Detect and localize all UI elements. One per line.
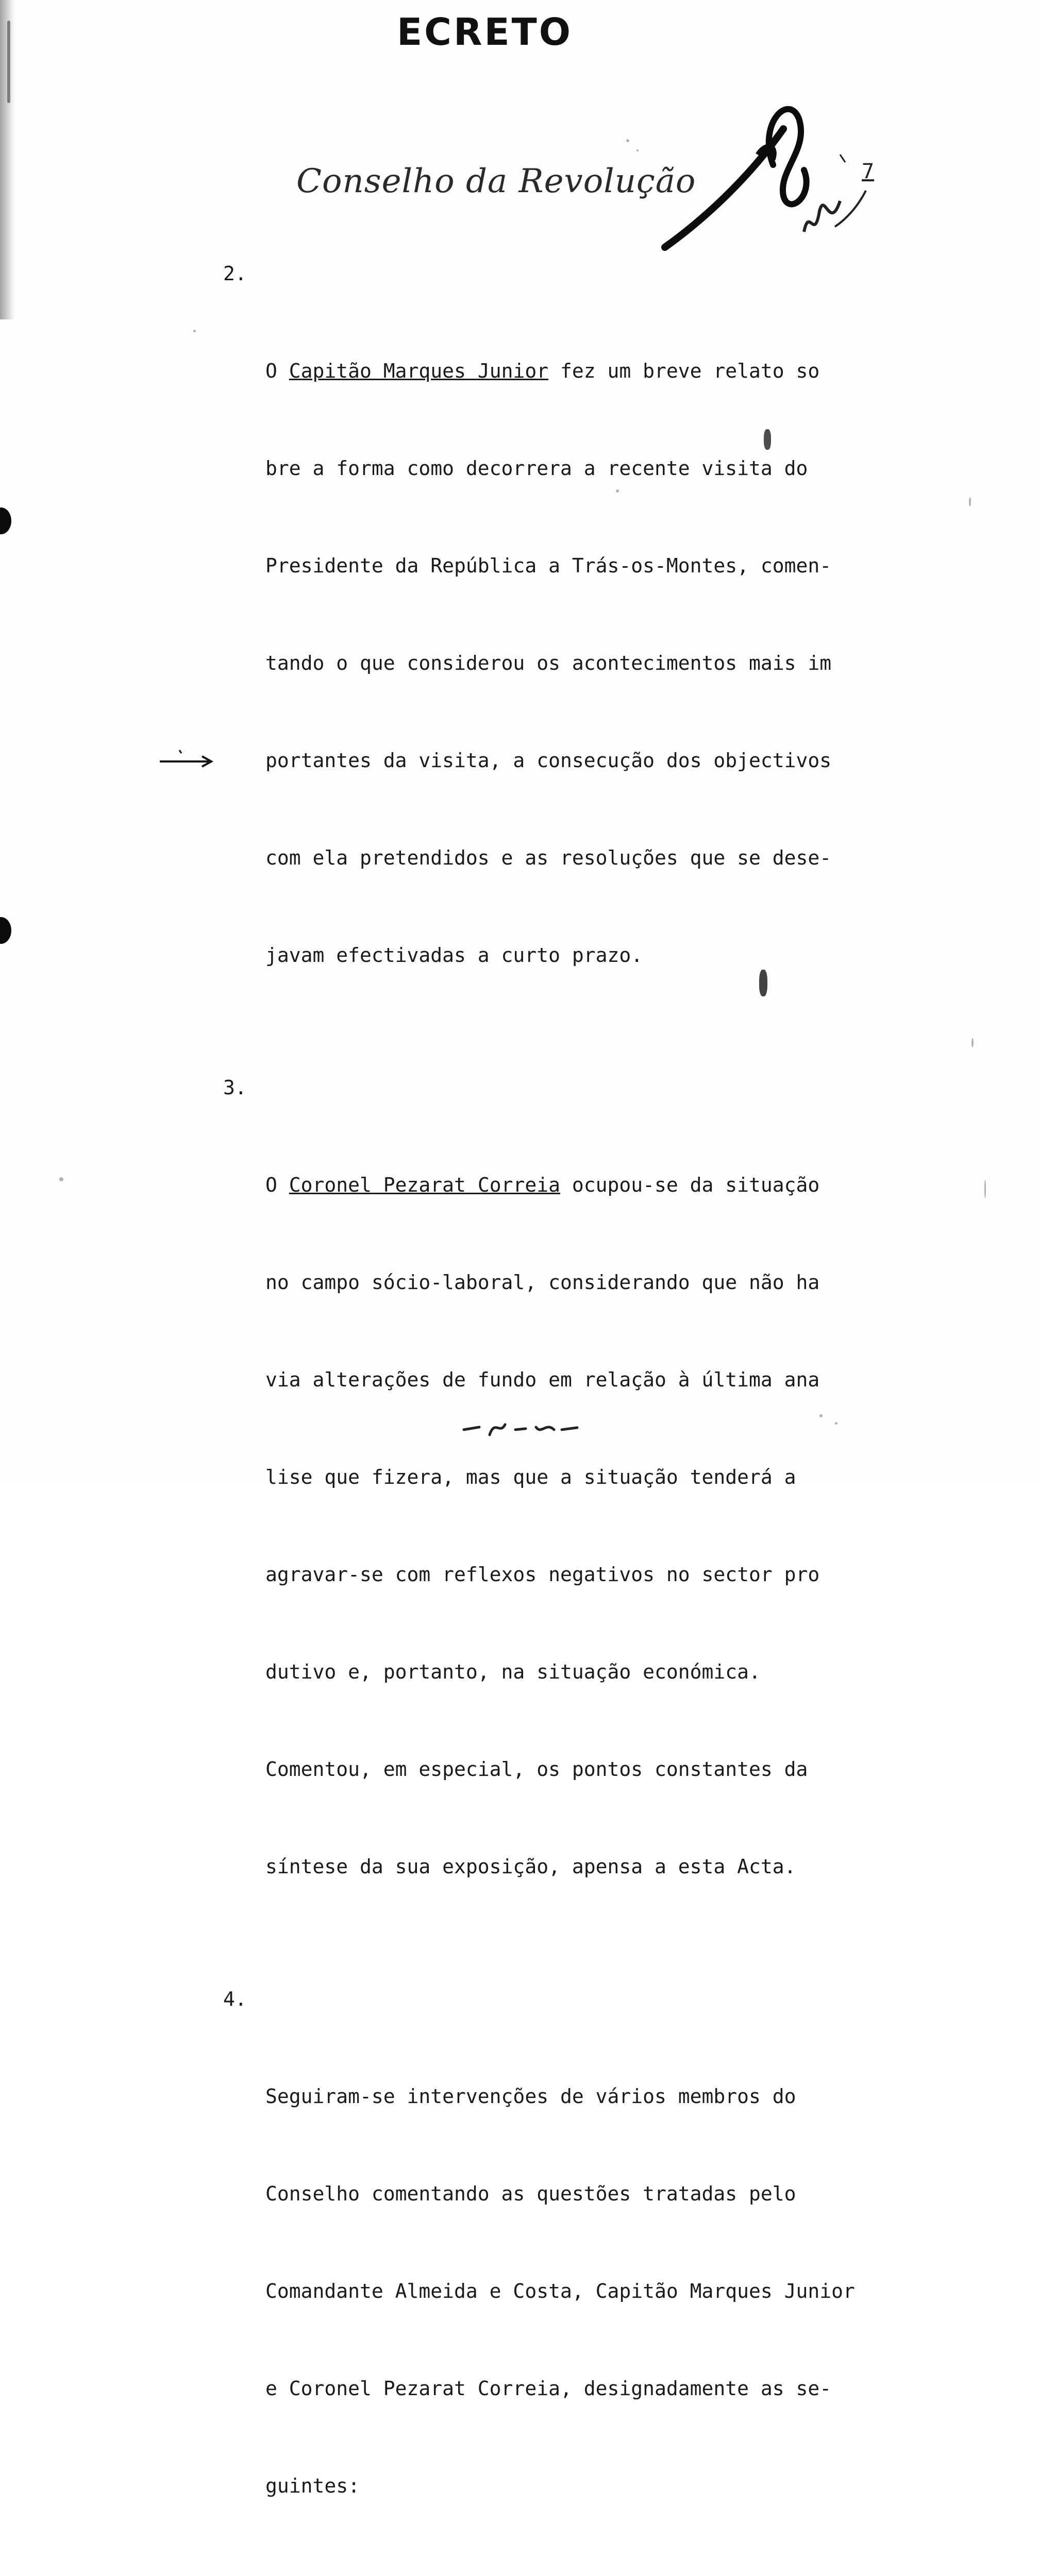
scan-speckle [626,139,629,142]
paragraph-line: bre a forma como decorrera a recente visita do [265,457,808,480]
handwritten-signature [655,93,871,258]
paragraph-line: Conselho comentando as questões tratadas pelo [265,2182,796,2205]
paragraph-line: dutivo e, portanto, na situação económica. [265,1660,761,1683]
scan-speckle [59,1177,63,1181]
paragraph-line: com ela pretendidos e as resoluções que se dese- [265,846,832,869]
scan-speckle [764,429,771,450]
paragraph-number: 2. [223,262,247,285]
scan-speckle [7,21,10,103]
paragraph-line: portantes da visita, a consecução dos objectivos [265,749,832,772]
paragraph-line: Presidente da República a Trás-os-Montes, comen- [265,554,832,577]
paragraph-line: e Coronel Pezarat Correia, designadamente as se- [265,2377,832,2400]
paragraph-line: Seguiram-se intervenções de vários membros do [265,2085,796,2108]
paragraph-line: javam efectivadas a curto prazo. [265,944,643,967]
paragraph-line: O Coronel Pezarat Correia ocupou-se da situação [265,1174,820,1196]
classification-stamp: ECRETO [397,10,573,54]
scan-speckle [971,1038,974,1047]
paragraph-line: agravar-se com reflexos negativos no sector pro [265,1563,820,1586]
paragraph-line: via alterações de fundo em relação à última ana [265,1368,820,1391]
paragraph-line: Comentou, em especial, os pontos constantes da [265,1758,808,1781]
paragraph-line: síntese da sua exposição, apensa a esta Acta. [265,1855,796,1878]
scan-speckle [759,970,767,996]
paragraph-4 [219,1983,910,2576]
paragraph-3 [219,1072,910,1948]
punch-hole [0,507,11,534]
paragraph-line: Comandante Almeida e Costa, Capitão Marques Junior [265,2280,855,2302]
paragraph-number: 3. [223,1076,247,1099]
scan-speckle [835,1422,837,1425]
scan-speckle [636,149,639,151]
scan-speckle [819,1414,823,1417]
page-number: 7 [862,160,875,183]
margin-arrow-icon [155,746,216,777]
scan-speckle [616,489,619,493]
paragraph-number: 4. [223,1988,247,2010]
underlined-name: Coronel Pezarat Correia [289,1174,560,1196]
paragraph-2 [219,258,910,1037]
scan-speckle [193,330,196,332]
scan-artifact-scribble [459,1414,593,1440]
underlined-name: Capitão Marques Junior [289,360,549,382]
paragraph-line: guintes: [265,2475,360,2497]
scan-speckle [969,497,971,506]
paragraph-line: lise que fizera, mas que a situação tenderá a [265,1466,796,1488]
punch-hole [0,917,11,944]
letterhead: Conselho da Revolução [296,162,696,200]
paragraph-line: no campo sócio-laboral, considerando que não ha [265,1271,820,1294]
scan-speckle [984,1180,986,1198]
paragraph-line: tando o que considerou os acontecimentos mais im [265,652,832,674]
paragraph-line: O Capitão Marques Junior fez um breve relato so [265,360,820,382]
